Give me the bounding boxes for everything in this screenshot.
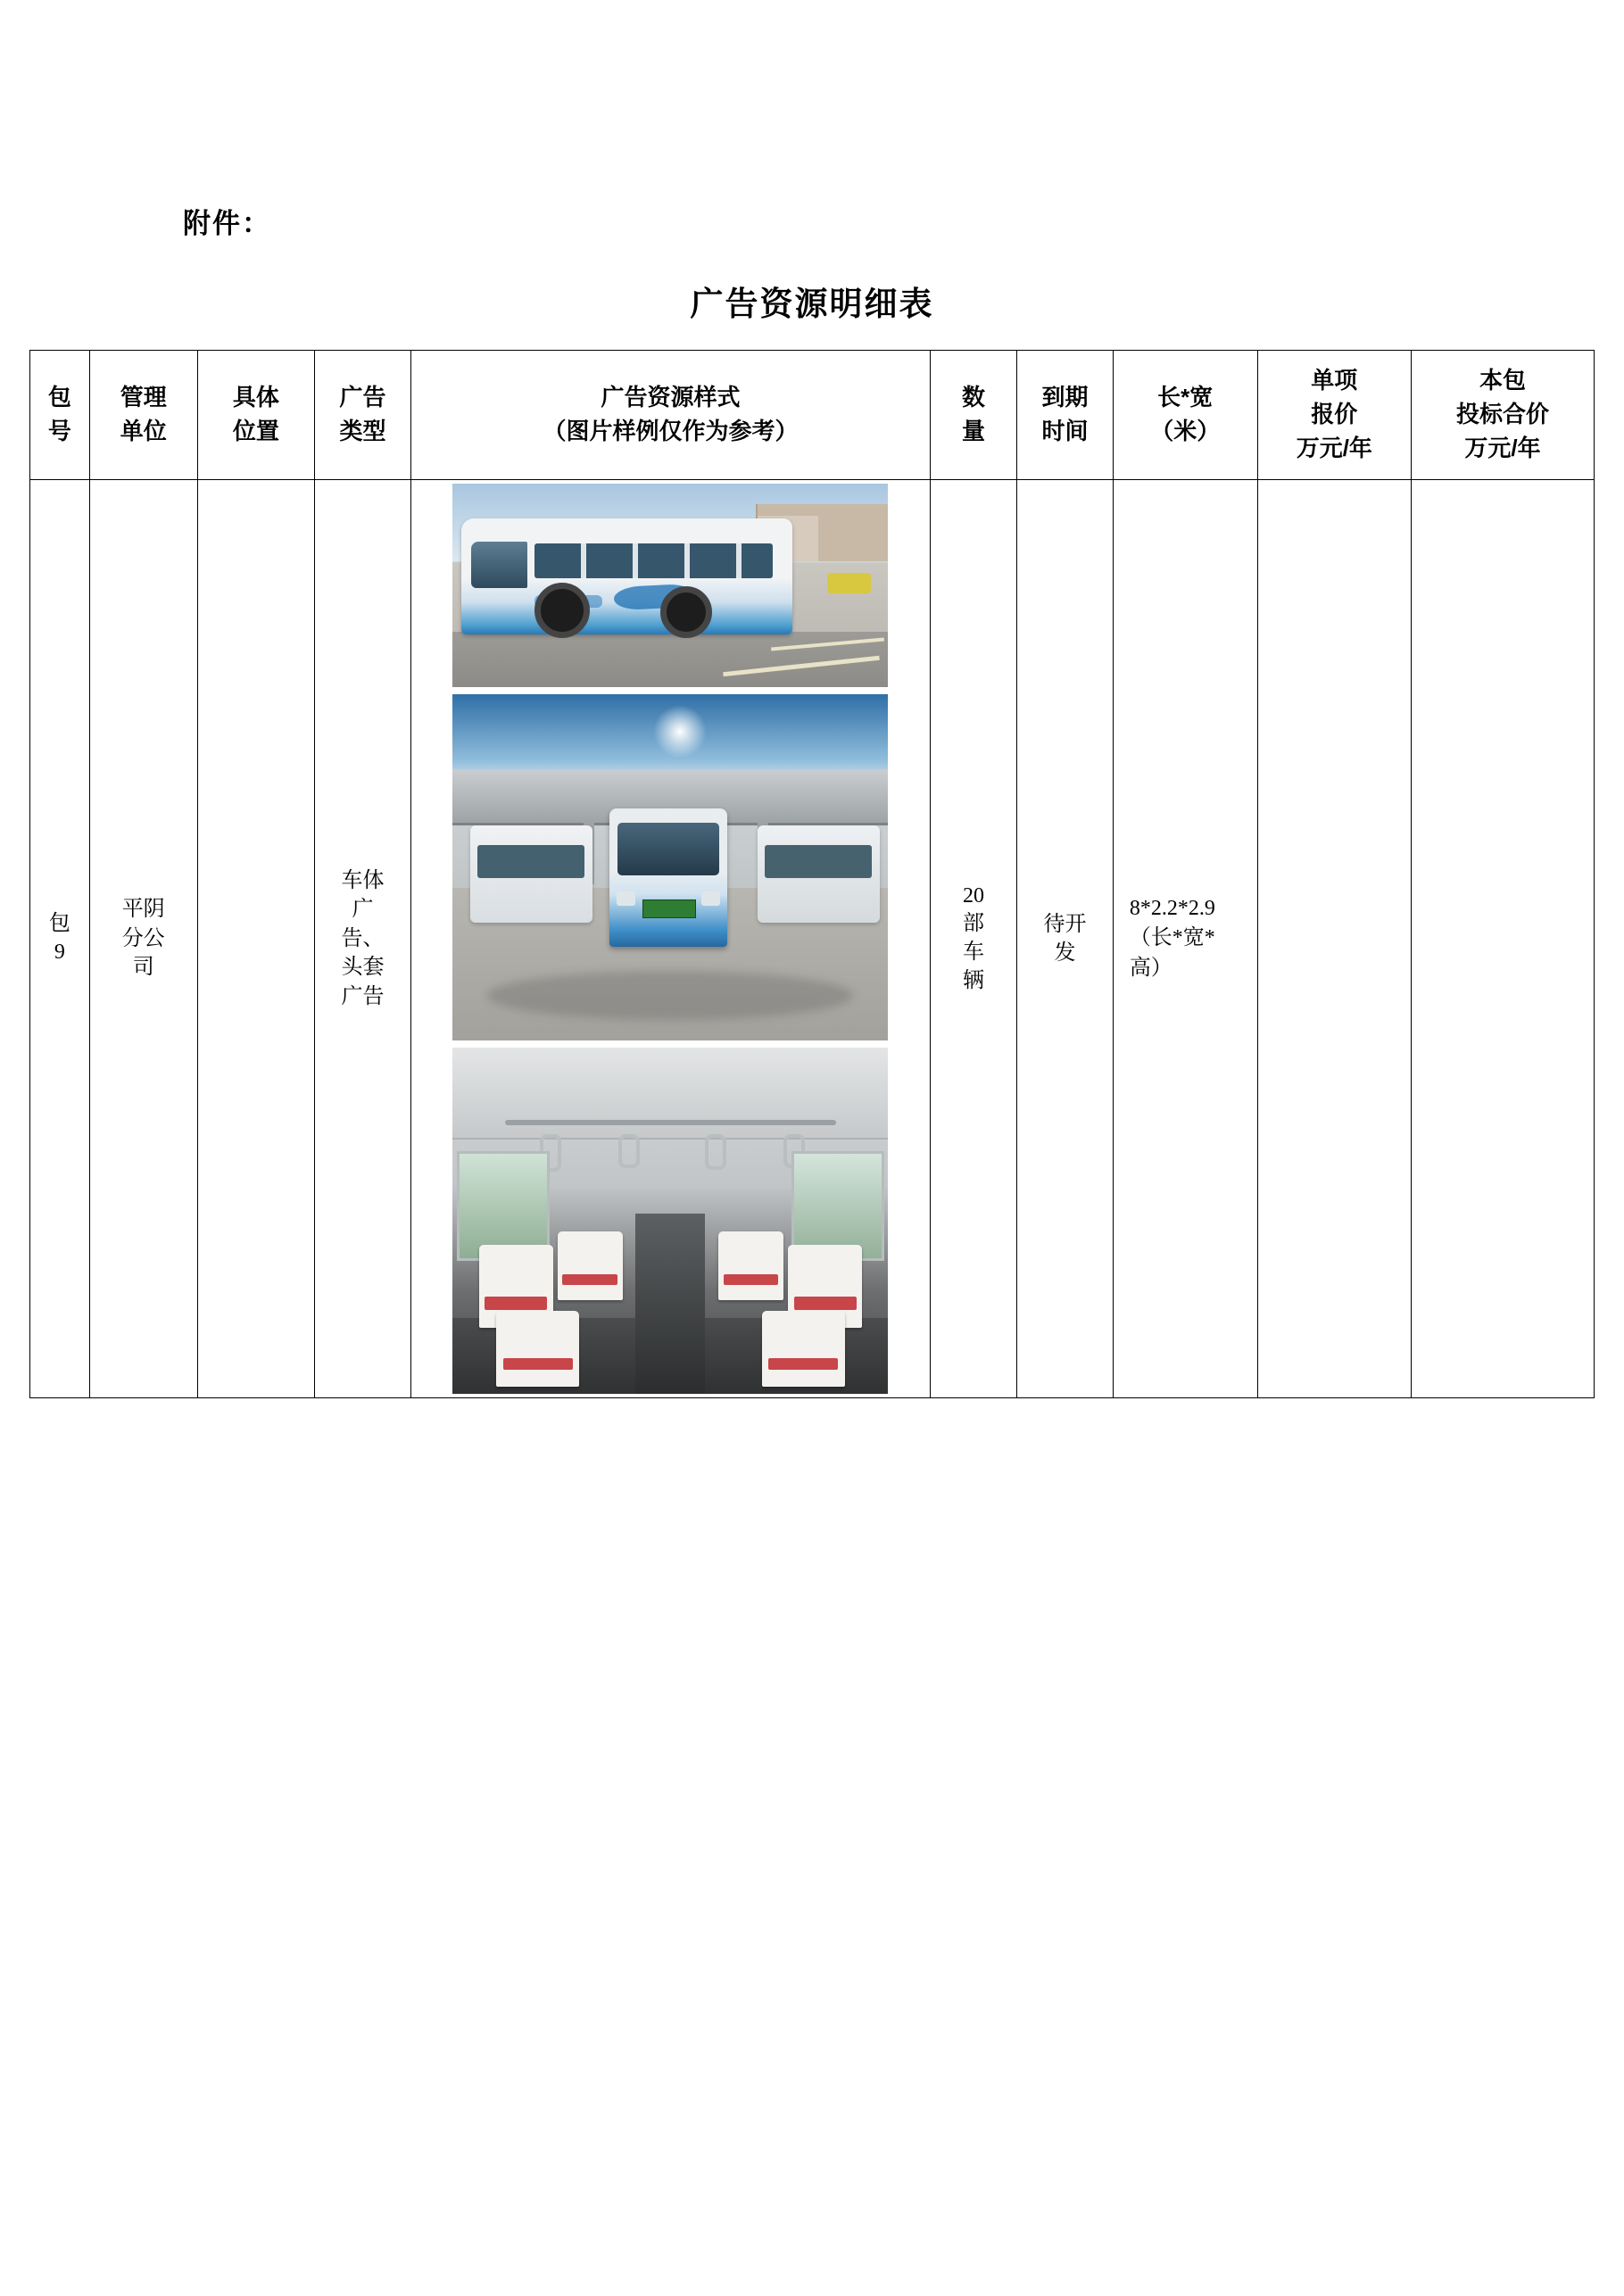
table-header-row — [30, 351, 1595, 480]
advertising-resource-table — [29, 350, 1595, 1398]
col-header-expiry-time: 到期 时间 — [1017, 351, 1114, 480]
col-header-size: 长*宽 （米） — [1113, 351, 1257, 480]
bus-exterior-side-photo — [452, 484, 888, 687]
col-header-package-no: 包 号 — [30, 351, 90, 480]
page-title: 广告资源明细表 — [690, 286, 934, 322]
cell-package-total[interactable] — [1412, 480, 1595, 1398]
cell-quantity: 20部车辆 — [931, 480, 1017, 1398]
cell-management-unit: 平阴分公司 — [89, 480, 197, 1398]
cell-ad-type: 车体广告、头套广告 — [315, 480, 411, 1398]
col-header-specific-location: 具体 位置 — [197, 351, 315, 480]
cell-unit-price[interactable] — [1257, 480, 1411, 1398]
col-header-unit-price: 单项 报价 万元/年 — [1257, 351, 1411, 480]
bus-front-depot-photo — [452, 694, 888, 1040]
col-header-ad-type: 广告 类型 — [315, 351, 411, 480]
col-header-management-unit: 管理 单位 — [89, 351, 197, 480]
col-header-quantity: 数 量 — [931, 351, 1017, 480]
cell-expiry-time: 待开发 — [1017, 480, 1114, 1398]
sample-photo-stack — [413, 484, 928, 1394]
col-header-ad-sample: 广告资源样式 （图片样例仅作为参考） — [410, 351, 930, 480]
attachment-label: 附件： — [183, 208, 271, 239]
col-header-package-total: 本包 投标合价 万元/年 — [1412, 351, 1595, 480]
cell-size: 8*2.2*2.9（长*宽*高） — [1113, 480, 1257, 1398]
table-row — [30, 480, 1595, 1398]
cell-specific-location — [197, 480, 315, 1398]
cell-ad-sample — [410, 480, 930, 1398]
cell-package-no: 包9 — [30, 480, 90, 1398]
bus-interior-photo — [452, 1048, 888, 1394]
